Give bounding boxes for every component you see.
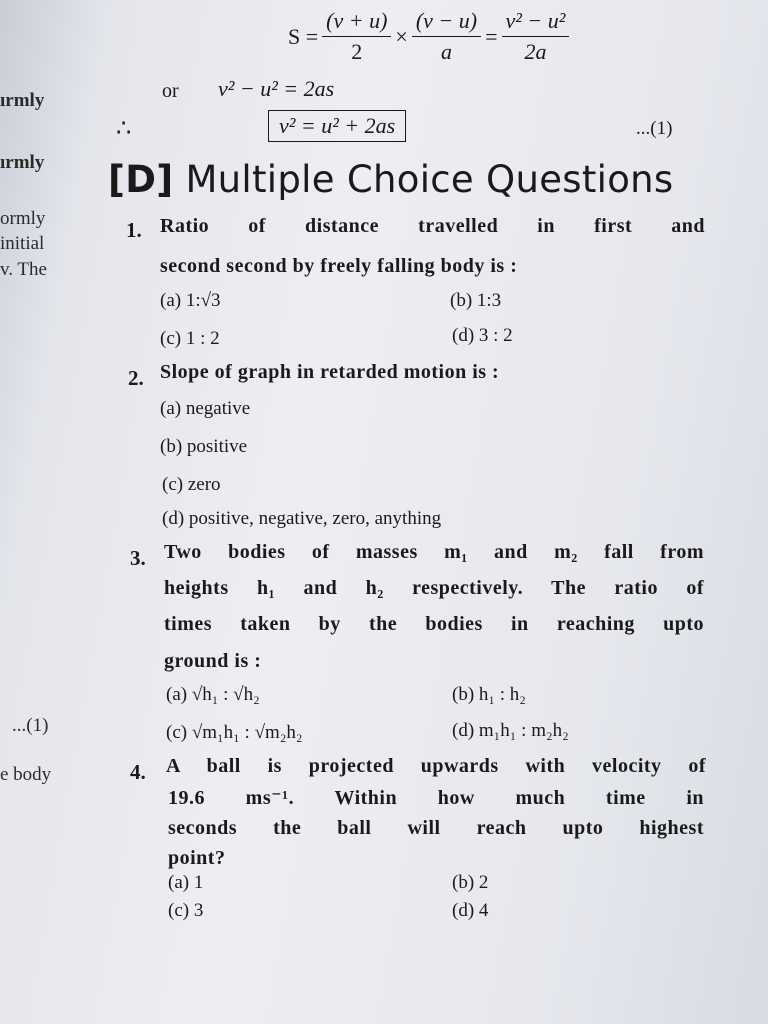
fraction-3 xyxy=(502,8,570,65)
margin-fragment-4: initial xyxy=(0,233,45,254)
question-4-option-b: (b) 2 xyxy=(452,872,489,893)
question-1-option-d: (d) 3 : 2 xyxy=(452,325,513,346)
question-4-option-c: (c) 3 xyxy=(168,900,204,921)
question-2-option-d: (d) positive, negative, zero, anything xyxy=(162,508,442,529)
question-4-option-a: (a) 1 xyxy=(168,872,204,893)
s-equation xyxy=(288,8,573,65)
fraction-3-numerator: v² − u² xyxy=(502,8,570,37)
question-2-option-b: (b) positive xyxy=(160,436,248,457)
fraction-1 xyxy=(322,8,391,65)
section-heading xyxy=(108,158,674,201)
question-4-text-line4: point? xyxy=(168,847,226,869)
question-4-text-line2: 19.6 ms⁻¹. Within how much time in xyxy=(168,787,704,809)
boxed-equation: v² = u² + 2as xyxy=(268,110,406,142)
question-2-option-c: (c) zero xyxy=(162,474,221,495)
question-1-text-line2: second second by freely falling body is : xyxy=(160,255,518,277)
question-2-text: Slope of graph in retarded motion is : xyxy=(160,361,500,383)
margin-fragment-5: v. The xyxy=(0,259,47,280)
question-1-option-a: (a) 1:√3 xyxy=(160,290,221,311)
fraction-2 xyxy=(412,8,481,65)
question-3-text-line2: heights h₁ and h₂ respectively. The ratio of xyxy=(164,577,704,599)
question-3-number: 3. xyxy=(130,546,146,570)
question-3-text-line3: times taken by the bodies in reaching upto xyxy=(164,613,704,635)
question-1-number: 1. xyxy=(126,218,142,242)
times-sign: × xyxy=(395,23,408,49)
equals-sign: = xyxy=(485,23,498,49)
question-3-option-a: (a) √h₁ : √h₂ xyxy=(166,684,260,705)
margin-fragment-6: ...(1) xyxy=(12,715,49,736)
or-equation: v² − u² = 2as xyxy=(218,76,335,101)
question-3-option-c: (c) √m₁h₁ : √m₂h₂ xyxy=(166,722,303,743)
question-4-option-d: (d) 4 xyxy=(452,900,489,921)
question-3-text-line4: ground is : xyxy=(164,650,262,672)
question-3-option-d: (d) m₁h₁ : m₂h₂ xyxy=(452,720,569,741)
section-title: Multiple Choice Questions xyxy=(185,158,674,201)
fraction-2-denominator: a xyxy=(440,39,452,64)
margin-fragment-1: ırmly xyxy=(0,90,45,111)
question-2-option-a: (a) negative xyxy=(160,398,251,419)
margin-fragment-2: ırmly xyxy=(0,152,45,173)
fraction-2-numerator: (v − u) xyxy=(412,8,481,37)
question-3-text-line1: Two bodies of masses m₁ and m₂ fall from xyxy=(164,541,704,563)
fraction-1-denominator: 2 xyxy=(351,39,363,64)
s-equation-lhs: S = xyxy=(288,23,319,49)
fraction-1-numerator: (v + u) xyxy=(322,8,391,37)
question-4-number: 4. xyxy=(130,760,146,784)
question-3-option-b: (b) h₁ : h₂ xyxy=(452,684,526,705)
question-4-text-line3: seconds the ball will reach upto highest xyxy=(168,817,704,839)
question-1-option-c: (c) 1 : 2 xyxy=(160,328,220,349)
therefore-symbol: ∴ xyxy=(116,116,132,142)
question-4-text-line1: A ball is projected upwards with velocity of xyxy=(166,755,706,777)
or-label: or xyxy=(162,80,179,102)
margin-fragment-3: ormly xyxy=(0,208,46,229)
section-letter: [D] xyxy=(108,158,174,201)
question-1-option-b: (b) 1:3 xyxy=(450,290,502,311)
equation-reference: ...(1) xyxy=(636,118,673,139)
question-1-text-line1: Ratio of distance travelled in first and xyxy=(160,215,705,237)
question-2-number: 2. xyxy=(128,366,144,390)
fraction-3-denominator: 2a xyxy=(524,39,547,64)
margin-fragment-7: e body xyxy=(0,764,52,785)
